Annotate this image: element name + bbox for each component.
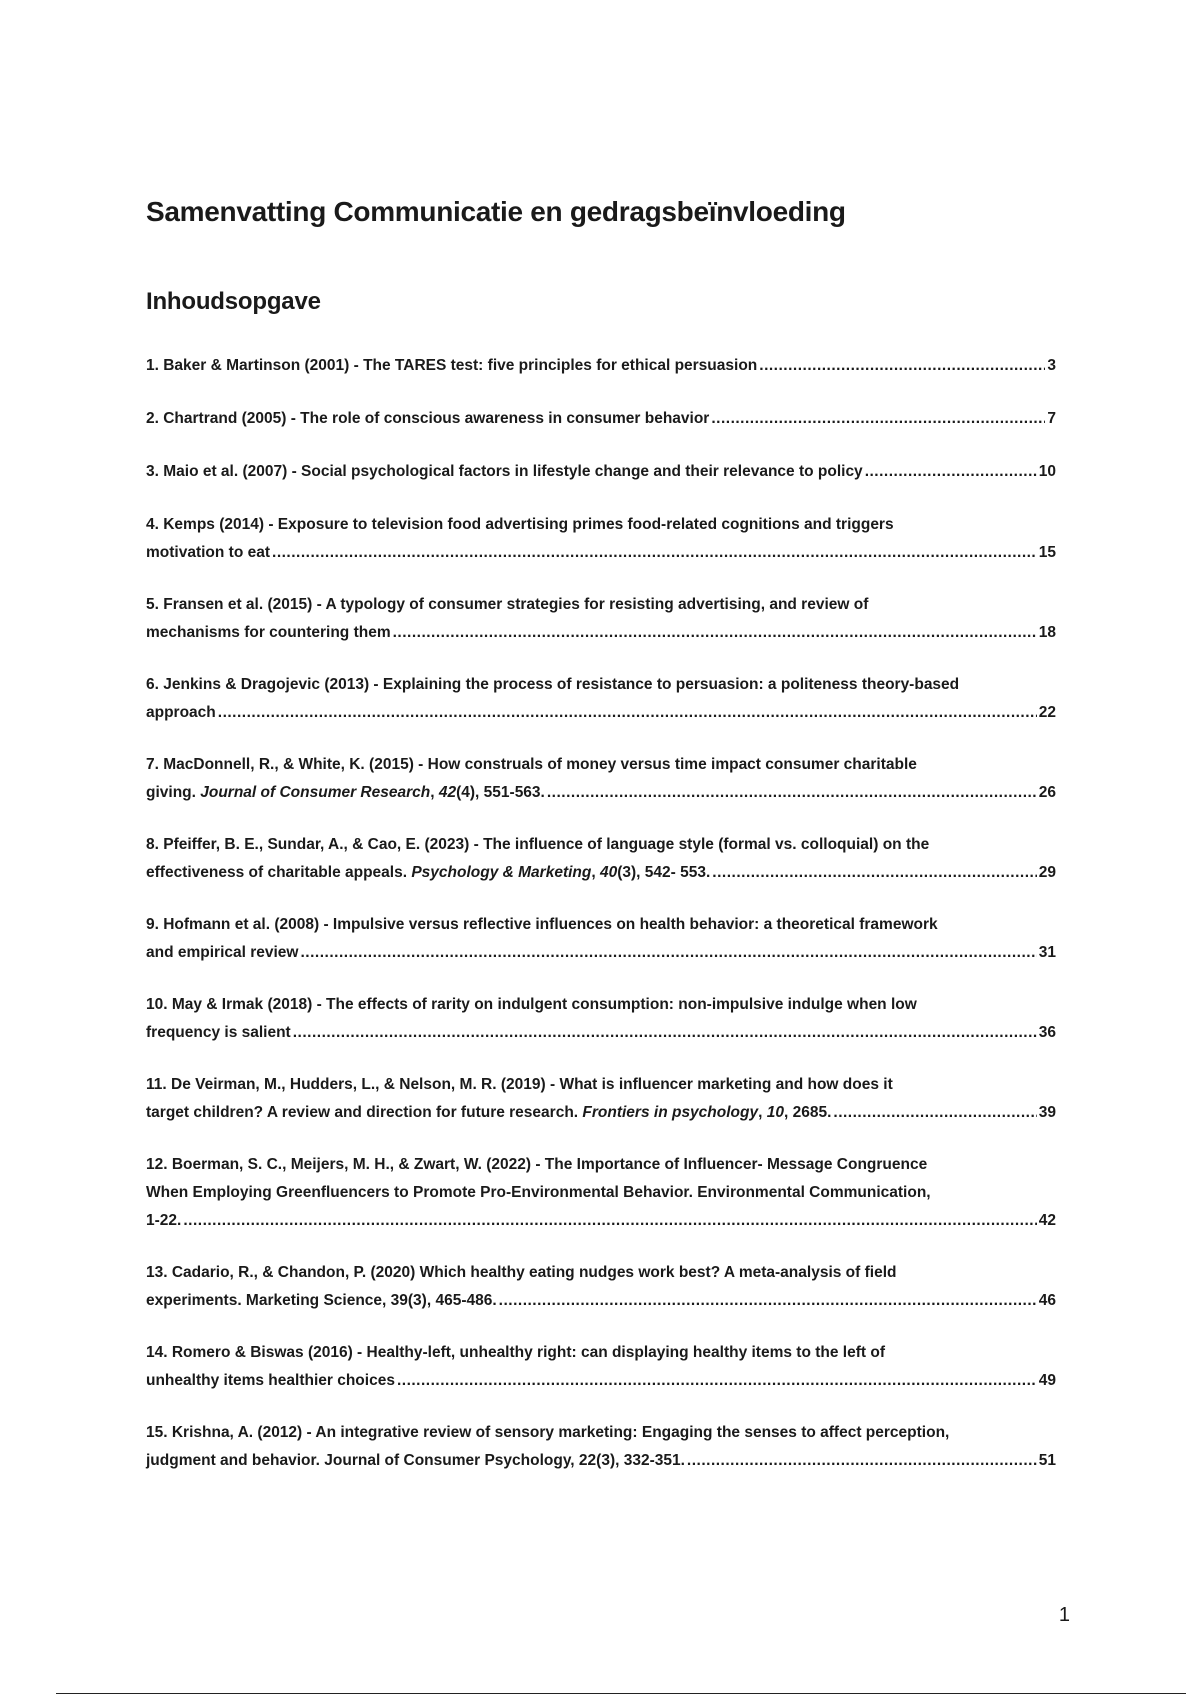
toc-entry[interactable] <box>146 991 1056 1047</box>
toc-page-number: 15 <box>1038 544 1056 561</box>
page-number: 1 <box>1058 1604 1070 1626</box>
toc-page-number: 31 <box>1038 944 1056 961</box>
toc-page-number: 51 <box>1038 1452 1056 1469</box>
dot-leader <box>759 352 1045 380</box>
dot-leader <box>865 458 1037 486</box>
journal-name: Frontiers in psychology <box>582 1104 759 1121</box>
toc-entry-title-continued: motivation to eat <box>146 544 271 561</box>
toc-entry-title-continued: approach <box>146 704 216 721</box>
toc-entry-title: 8. Pfeiffer, B. E., Sundar, A., & Cao, E. (2023) - The influence of language style (formal vs. colloquial) on the <box>146 836 930 853</box>
toc-entry[interactable] <box>146 352 1056 380</box>
toc-entry-title-continued: mechanisms for countering them <box>146 624 391 641</box>
dot-leader <box>397 1367 1037 1395</box>
toc-entry-title: 2. Chartrand (2005) - The role of conscious awareness in consumer behavior <box>146 410 710 427</box>
dot-leader <box>393 619 1037 647</box>
toc-entry-title: 5. Fransen et al. (2015) - A typology of consumer strategies for resisting advertising, and review of <box>146 596 869 613</box>
toc-entry[interactable] <box>146 671 1056 727</box>
toc-entry-title-continued: unhealthy items healthier choices <box>146 1372 395 1389</box>
toc-entry-title-continued: and empirical review <box>146 944 299 961</box>
toc-entry[interactable] <box>146 1339 1056 1395</box>
toc-entry-title-continued: experiments. Marketing Science, 39(3), 465-486. <box>146 1292 497 1309</box>
toc-entry[interactable] <box>146 831 1056 887</box>
toc-heading: Inhoudsopgave <box>146 288 321 315</box>
toc-entry[interactable] <box>146 1419 1056 1475</box>
dot-leader <box>183 1207 1036 1235</box>
dot-leader <box>833 1099 1036 1127</box>
footer-divider <box>56 1693 1186 1694</box>
toc-page-number: 22 <box>1038 704 1056 721</box>
toc-page-number: 26 <box>1038 784 1056 801</box>
toc-page-number: 36 <box>1038 1024 1056 1041</box>
toc-page-number: 46 <box>1038 1292 1056 1309</box>
toc-entry-title: 14. Romero & Biswas (2016) - Healthy-left, unhealthy right: can displaying healthy items to the left of <box>146 1344 885 1361</box>
toc-entry-title: 12. Boerman, S. C., Meijers, M. H., & Zwart, W. (2022) - The Importance of Influencer- Message Congruence <box>146 1156 928 1173</box>
toc-page-number: 10 <box>1038 463 1056 480</box>
toc-entry-title: 13. Cadario, R., & Chandon, P. (2020) Which healthy eating nudges work best? A meta-analysis of field <box>146 1264 897 1281</box>
toc-entry[interactable] <box>146 911 1056 967</box>
dot-leader <box>293 1019 1037 1047</box>
toc-entry[interactable] <box>146 1259 1056 1315</box>
journal-name: Journal of Consumer Research <box>200 784 431 801</box>
toc-entry-title-continued: effectiveness of charitable appeals. Psychology & Marketing, 40(3), 542- 553. <box>146 864 711 881</box>
journal-name: Psychology & Marketing <box>411 864 592 881</box>
dot-leader <box>218 699 1037 727</box>
toc-entry-title: 15. Krishna, A. (2012) - An integrative review of sensory marketing: Engaging the senses to affect perception, <box>146 1424 950 1441</box>
toc-entry[interactable] <box>146 751 1056 807</box>
table-of-contents <box>146 352 1056 1499</box>
toc-entry-title: 6. Jenkins & Dragojevic (2013) - Explaining the process of resistance to persuasion: a politeness theory-based <box>146 676 960 693</box>
toc-entry[interactable] <box>146 511 1056 567</box>
toc-entry-title-continued: judgment and behavior. Journal of Consumer Psychology, 22(3), 332-351. <box>146 1452 685 1469</box>
toc-entry-title: 1. Baker & Martinson (2001) - The TARES test: five principles for ethical persuasion <box>146 357 758 374</box>
journal-volume: 42 <box>438 784 457 801</box>
document-title: Samenvatting Communicatie en gedragsbeïnvloeding <box>146 196 846 227</box>
toc-page-number: 3 <box>1047 357 1056 374</box>
toc-entry-title: 9. Hofmann et al. (2008) - Impulsive versus reflective influences on health behavior: a theoretical framework <box>146 916 938 933</box>
toc-entry[interactable] <box>146 405 1056 433</box>
toc-entry[interactable] <box>146 458 1056 486</box>
dot-leader <box>711 405 1045 433</box>
journal-volume: 40 <box>599 864 618 881</box>
toc-entry-title: 11. De Veirman, M., Hudders, L., & Nelson, M. R. (2019) - What is influencer marketing and how does it <box>146 1076 893 1093</box>
toc-entry[interactable] <box>146 591 1056 647</box>
dot-leader <box>687 1447 1037 1475</box>
dot-leader <box>547 779 1037 807</box>
dot-leader <box>301 939 1037 967</box>
toc-entry-title-continued: target children? A review and direction for future research. Frontiers in psychology, 10, 2685. <box>146 1104 832 1121</box>
toc-entry-title-continued: When Employing Greenfluencers to Promote Pro-Environmental Behavior. Environmental Communication, <box>146 1184 931 1201</box>
toc-entry-title-continued: giving. Journal of Consumer Research, 42(4), 551-563. <box>146 784 545 801</box>
toc-entry-title-continued: frequency is salient <box>146 1024 291 1041</box>
toc-page-number: 39 <box>1038 1104 1056 1121</box>
journal-volume: 10 <box>766 1104 784 1121</box>
dot-leader <box>499 1287 1037 1315</box>
toc-page-number: 49 <box>1038 1372 1056 1389</box>
toc-entry-title: 7. MacDonnell, R., & White, K. (2015) - How construals of money versus time impact consumer charitable <box>146 756 917 773</box>
toc-entry[interactable] <box>146 1151 1056 1235</box>
toc-entry-title: 4. Kemps (2014) - Exposure to television food advertising primes food-related cognitions and triggers <box>146 516 894 533</box>
toc-entry-title: 10. May & Irmak (2018) - The effects of rarity on indulgent consumption: non-impulsive indulge when low <box>146 996 917 1013</box>
toc-page-number: 18 <box>1038 624 1056 641</box>
dot-leader <box>272 539 1037 567</box>
dot-leader <box>712 859 1036 887</box>
toc-page-number: 29 <box>1038 864 1056 881</box>
toc-entry-title-continued: 1-22. <box>146 1212 182 1229</box>
toc-entry-title: 3. Maio et al. (2007) - Social psychological factors in lifestyle change and their relevance to policy <box>146 463 863 480</box>
toc-page-number: 42 <box>1038 1212 1056 1229</box>
toc-page-number: 7 <box>1047 410 1056 427</box>
toc-entry[interactable] <box>146 1071 1056 1127</box>
